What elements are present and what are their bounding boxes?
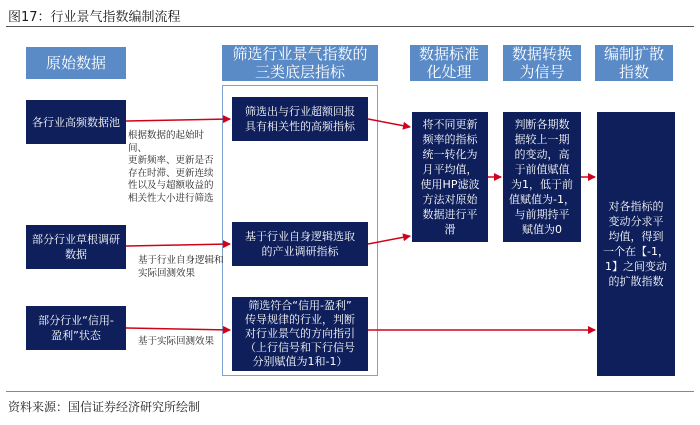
bottom-rule [6,391,694,392]
indicator-credit-line5: 分别赋值为1和-1） [252,355,348,368]
process-diffusion-line5: 1】之间变动 [605,260,667,273]
process-standardize-line8: 滑 [444,223,456,236]
arrow-research-to-standardize [368,236,410,244]
process-to-signal-line8: 赋值为0 [522,223,562,236]
source-credit-profit-line2: 盈利”状态 [51,329,101,342]
process-standardize-line7: 数据进行平 [422,208,478,221]
process-to-signal-line3: 的变动，高 [514,148,570,161]
indicator-credit-line3: 对行业景气的方向指引 [245,327,355,340]
source-field-research-line2: 数据 [65,248,87,261]
process-to-signal-line7: 与前期持平 [514,208,570,221]
header-diffusion-line2: 指数 [618,63,649,81]
note-research-basis-line2: 实际回测效果 [138,267,196,279]
indicator-credit-line1: 筛选符合“信用-盈利” [248,299,352,312]
arrow-hf-to-indicator [126,119,230,121]
process-diffusion-line1: 对各指标的 [608,200,664,213]
process-to-signal-line1: 判断各期数 [514,118,570,131]
process-diffusion-line6: 的扩散指数 [608,275,664,288]
process-diffusion-line3: 均值，得到 [608,230,664,243]
process-standardize-line4: 月平均值， [422,163,478,176]
process-to-signal-line6: 值赋值为-1， [509,193,575,206]
note-research-basis-line1: 基于行业自身逻辑和 [138,255,224,266]
header-standardize-line2: 化处理 [426,63,472,81]
header-standardize-line1: 数据标准 [418,45,479,63]
indicator-hf-excess-line2: 具有相关性的高频指标 [245,120,355,133]
note-credit-basis-line1: 基于实际回测效果 [138,336,215,347]
arrow-hf-to-standardize [368,119,410,127]
arrow-research-to-indicator [126,244,230,246]
note-hf-criteria-line1: 根据数据的起始时间、 [128,130,205,154]
process-standardize-line1: 将不同更新 [422,118,478,131]
indicator-industry-logic-line2: 的产业调研指标 [261,245,339,258]
indicator-industry-logic-line1: 基于行业自身逻辑选取 [245,230,355,243]
process-standardize-line2: 频率的指标 [422,133,478,146]
process-standardize-line6: 方法对原始 [422,193,478,206]
note-hf-criteria-line3: 存在时滞、更新连续 [128,167,214,179]
source-credit-profit-line1: 部分行业“信用- [38,314,114,327]
header-raw-data-label: 原始数据 [45,54,106,72]
process-standardize-line5: 使用HP滤波 [420,178,480,191]
indicator-credit-line2: 传导规律的行业，判断 [245,313,355,326]
header-filter-line2: 三类底层指标 [254,63,345,81]
header-to-signal-line1: 数据转换 [511,45,572,63]
header-diffusion-line1: 编制扩散 [603,45,664,63]
process-standardize-line3: 统一转化为 [422,148,478,161]
source-field-research-line1: 部分行业草根调研 [32,233,120,246]
process-diffusion-line4: 一个在【-1， [603,245,669,258]
header-to-signal-line2: 为信号 [519,63,565,81]
note-hf-criteria-line5: 相关性大小进行筛选 [128,192,214,204]
header-filter-line1: 筛选行业景气指数的 [232,45,368,63]
indicator-credit-line4: （上行信号和下行信号 [245,341,355,354]
figure-title: 图17：行业景气指数编制流程 [8,10,181,25]
arrow-credit-to-indicator [126,328,230,330]
source-note: 资料来源：国信证券经济研究所绘制 [8,400,201,414]
process-to-signal-line5: 为1，低于前 [511,178,573,191]
process-to-signal-line4: 于前值赋值 [514,163,570,176]
process-diffusion-line2: 变动分求平 [608,215,664,228]
indicator-hf-excess-line1: 筛选出与行业超额回报 [245,105,355,118]
process-to-signal-line2: 据较上一期 [514,133,570,146]
source-hf-pool-label: 各行业高频数据池 [32,115,120,129]
note-hf-criteria-line2: 更新频率、更新是否 [128,155,214,166]
note-hf-criteria-line4: 性以及与超额收益的 [128,180,214,191]
